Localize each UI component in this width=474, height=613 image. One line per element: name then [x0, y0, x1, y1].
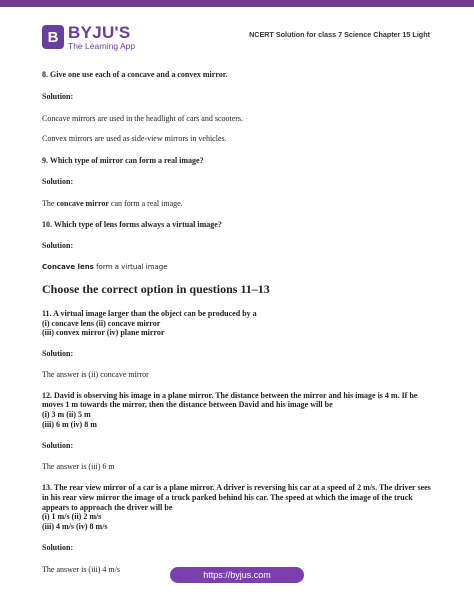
answer-9-pre: The — [42, 198, 57, 208]
logo-mark-icon: B — [42, 25, 64, 49]
answer-10 — [42, 263, 434, 272]
answer-11: The answer is (ii) concave mirror — [42, 369, 149, 379]
solution-label: Solution: — [42, 349, 74, 359]
answer-10-bold: Concave lens — [42, 262, 94, 271]
logo-name: BYJU'S — [68, 23, 131, 42]
question-11: 11. A virtual image larger than the object can be produced by a — [42, 308, 257, 318]
question-8: 8. Give one use each of a concave and a convex mirror. — [42, 70, 228, 79]
document-body — [42, 70, 434, 574]
question-10: 10. Which type of lens forms always a virtual image? — [42, 220, 222, 230]
footer-url-link[interactable]: https://byjus.com — [170, 567, 304, 583]
solution-label: Solution: — [42, 91, 74, 101]
question-12-options-2: (iii) 6 m (iv) 8 m — [42, 419, 97, 429]
answer-12: The answer is (iii) 6 m — [42, 462, 115, 472]
answer-8-line-2: Convex mirrors are used as side-view mirrors in vehicles. — [42, 134, 227, 144]
section-heading: Choose the correct option in questions 11–13 — [42, 282, 270, 297]
answer-10-post: form a virtual image — [93, 262, 168, 271]
answer-8-line-1: Concave mirrors are used in the headlight of cars and scooters. — [42, 113, 244, 123]
question-12-options-1: (i) 3 m (ii) 5 m — [42, 410, 91, 420]
question-11-options-1: (i) concave lens (ii) concave mirror — [42, 318, 161, 328]
answer-13: The answer is (iii) 4 m/s — [42, 564, 120, 574]
logo-text — [68, 24, 135, 51]
answer-9-bold: concave mirror — [56, 198, 109, 208]
solution-label: Solution: — [42, 176, 74, 186]
solution-label: Solution: — [42, 440, 74, 450]
question-13-options-2: (iii) 4 m/s (iv) 8 m/s — [42, 522, 108, 532]
answer-9-post: can form a real image. — [108, 198, 183, 208]
question-13-options-1: (i) 1 m/s (ii) 2 m/s — [42, 512, 102, 522]
question-12: 12. David is observing his image in a plane mirror. The distance between the mirror and his image is 4 m. If he moves 1 m towards the mirror, then the distance between David and his image will be — [42, 390, 418, 410]
byjus-logo[interactable] — [42, 24, 135, 51]
solution-label: Solution: — [42, 542, 74, 552]
question-13: 13. The rear view mirror of a car is a plane mirror. A driver is reversing his car at a speed of 2 m/s. The driver sees in his rear view mirror the image of a truck parked behind his car. The speed at which the image of the truck appears to approach the driver will be — [42, 483, 431, 512]
answer-9 — [42, 199, 434, 209]
solution-label: Solution: — [42, 241, 74, 250]
question-9: 9. Which type of mirror can form a real image? — [42, 156, 204, 165]
question-11-options-2: (iii) convex mirror (iv) plane mirror — [42, 328, 165, 338]
document-title: NCERT Solution for class 7 Science Chapter 15 Light — [249, 30, 430, 39]
top-accent-bar — [0, 0, 474, 7]
logo-tagline: The Learning App — [68, 41, 136, 51]
